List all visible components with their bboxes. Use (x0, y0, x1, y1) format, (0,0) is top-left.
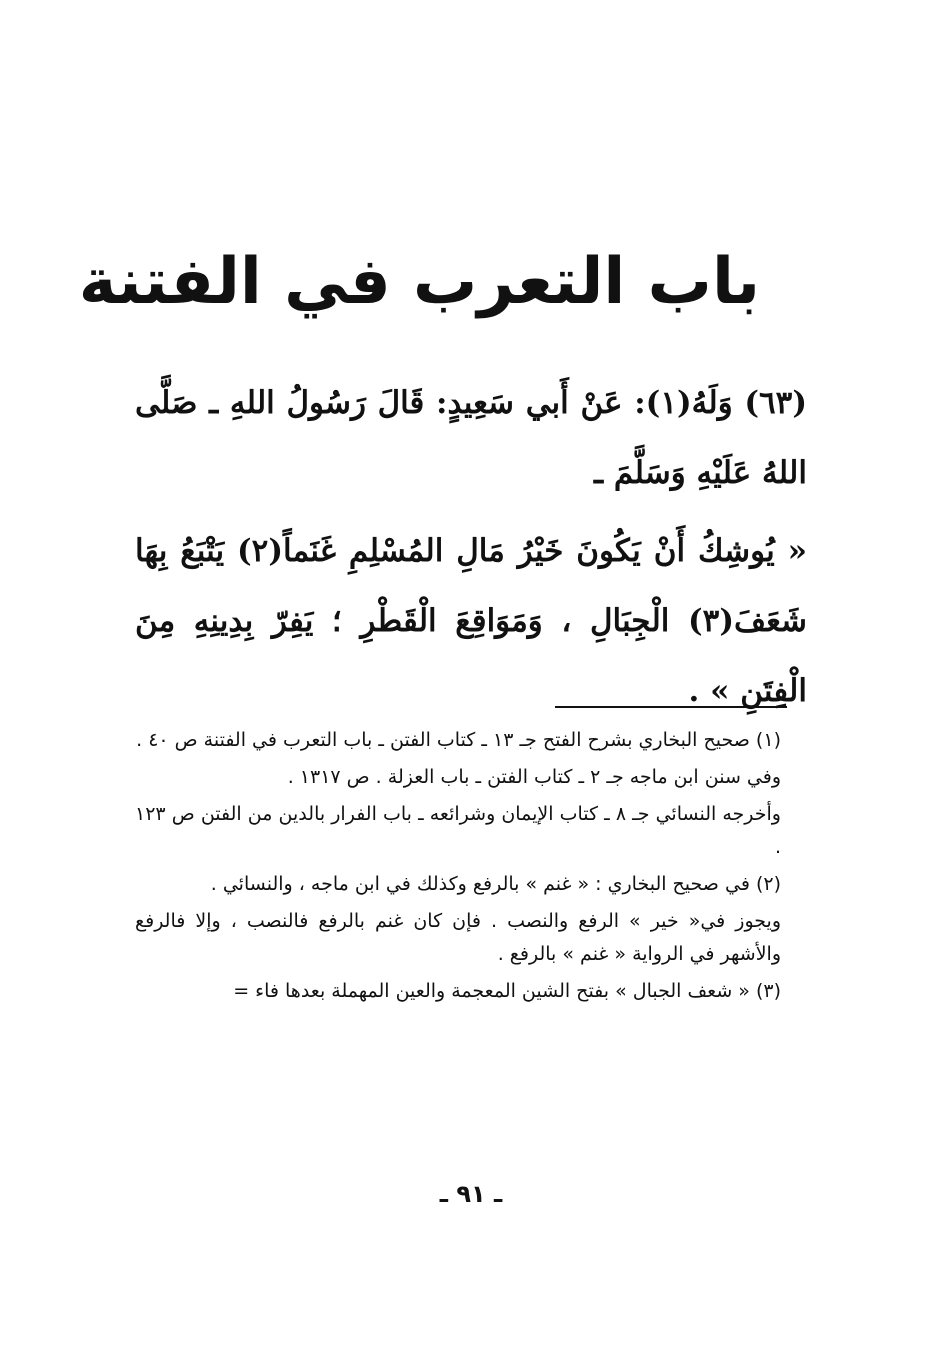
footnote-2: (٢) في صحيح البخاري : « غنم » بالرفع وكذلك في ابن ماجه ، والنسائي . (210, 873, 781, 895)
footnote-1-nasai: وأخرجه النسائي جـ ٨ ـ كتاب الإيمان وشرائعه ـ باب الفرار بالدين من الفتن ص ١٢٣ . (135, 803, 781, 858)
footnote-separator (555, 706, 787, 708)
hadith-matn: « يُوشِكُ أَنْ يَكُونَ خَيْرُ مَالِ المُسْلِمِ غَنَماً(٢) يَتْبَعُ بِهَا شَعَفَ(٣) الْجِبَالِ ، وَمَوَاقِعَ الْقَطْرِ ؛ يَفِرّ بِدِينِهِ مِنَ الْفِتَنِ » . (135, 533, 807, 709)
footnotes (135, 724, 781, 1012)
footnote-1-ibn-majah: وفي سنن ابن ماجه جـ ٢ ـ كتاب الفتن ـ باب العزلة . ص ١٣١٧ . (287, 766, 781, 788)
hadith-isnad: (٦٣) وَلَهُ(١): عَنْ أَبي سَعِيدٍ: قَالَ رَسُولُ اللهِ ـ صَلَّى اللهُ عَلَيْهِ وَسَلَّمَ ـ (135, 385, 808, 491)
page-number: ـ ٩١ ـ (439, 1180, 503, 1208)
footnote-3: (٣) « شعف الجبال » بفتح الشين المعجمة والعين المهملة بعدها فاء = (233, 980, 781, 1002)
footnote-1: (١) صحيح البخاري بشرح الفتح جـ ١٣ ـ كتاب الفتن ـ باب التعرب في الفتنة ص ٤٠ . (136, 729, 781, 751)
chapter-title: باب التعرب في الفتنة (78, 245, 760, 319)
hadith-main-text (135, 368, 807, 726)
footnote-2-grammar: ويجوز في« خير » الرفع والنصب . فإن كان غنم بالرفع فالنصب ، وإلا فالرفع والأشهر في الرواية « غنم » بالرفع . (135, 910, 781, 965)
